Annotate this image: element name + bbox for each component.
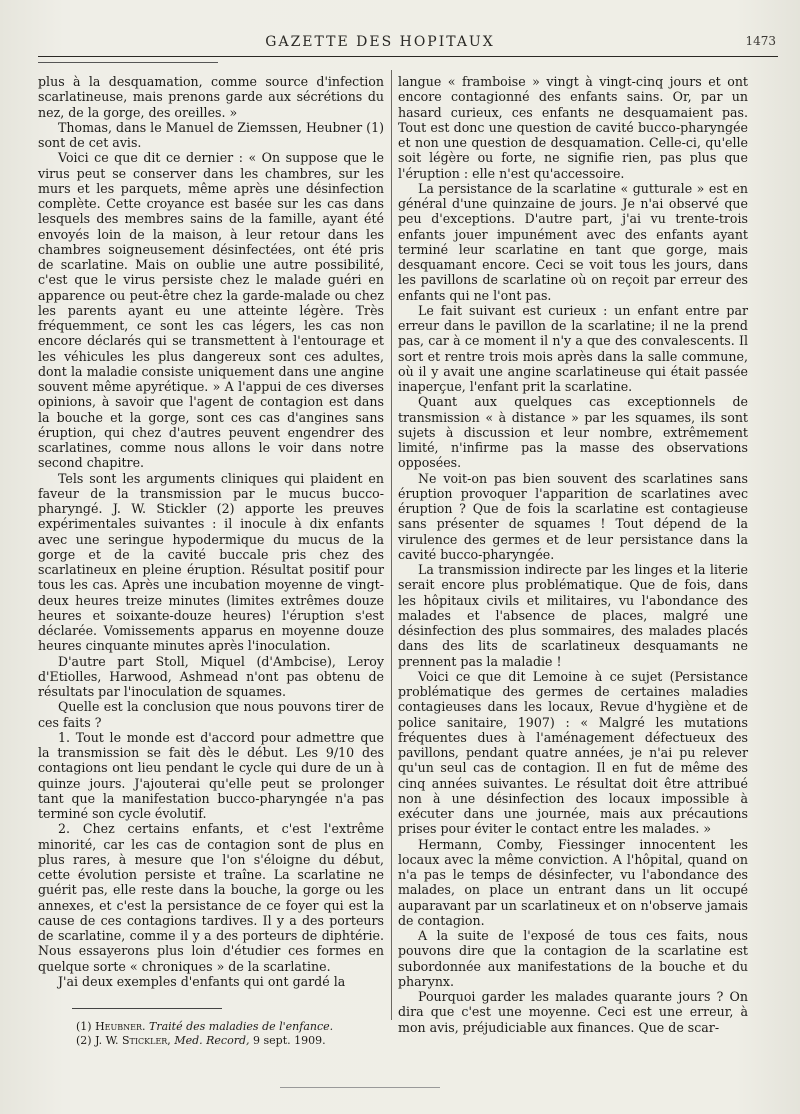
footnote-title: Med. Record, (174, 1034, 253, 1047)
right-column (398, 74, 748, 1035)
paragraph: La transmission indirecte par les linges et la literie serait encore plus problématique. Que de fois, dans les hôpitaux civils et militaires, vu l'abondance des malades et l'absence de places, malgré une désinfection des plus sommaires, des malades placés dans des lits de scarlatineux desquamants ne prennent pas la maladie ! (398, 562, 748, 669)
paragraph: Hermann, Comby, Fiessinger innocentent les locaux avec la même conviction. A l'hôpital, quand on n'a pas le temps de désinfecter, vu l'abondance des malades, on place un entrant dans un lit occupé auparavant par un scarlatineux et on n'observe jamais de contagion. (398, 836, 748, 928)
footnote-marker: (2) (76, 1034, 96, 1047)
footnote-author: Heubner. (95, 1020, 149, 1033)
paragraph: Voici ce que dit ce dernier : « On suppose que le virus peut se conserver dans les chambres, sur les murs et les parquets, même après une désinfection complète. Cette croyance est basée sur les cas dans lesquels des membres sains de la famille, ayant été envoyés loin de la maison, à leur retour dans les chambres soigneusement désinfectées, ont été pris de scarlatine. Mais on oublie une autre possibilité, c'est que le virus persiste chez le malade guéri en apparence ou peut-être chez la garde-malade ou chez les parents ayant eu une atteinte légère. Très fréquemment, ce sont les cas légers, les cas non encore déclarés qui se transmettent à l'entourage et les véhicules les plus dangereux sont ces adultes, dont la maladie consiste uniquement dans une angine souvent même apyrétique. » A l'appui de ces diverses opinions, à savoir que l'agent de contagion est dans la bouche et la gorge, sont ces cas d'angines sans éruption, qui chez d'autres peuvent engendrer des scarlatines, comme nous allons le voir dans notre second chapitre. (38, 150, 384, 471)
footnote (76, 1020, 386, 1034)
footnote (76, 1034, 386, 1048)
paragraph: Thomas, dans le Manuel de Ziemssen, Heubner (1) sont de cet avis. (38, 119, 384, 150)
header-rule-short (38, 62, 218, 63)
paragraph: 2. Chez certains enfants, et c'est l'extrême minorité, car les cas de contagion sont de plus en plus rares, à mesure que l'on s'éloigne du début, cette évolution persiste et traîne. La scarlatine ne guérit pas, elle reste dans la bouche, la gorge ou les annexes, et c'est la persistance de ce foyer qui est la cause de ces contagions tardives. Il y a des porteurs de scarlatine, comme il y a des porteurs de diphtérie. Nous essayerons plus loin d'étudier ces formes en quelque sorte « chroniques » de la scarlatine. (38, 821, 384, 974)
footnote-rule (72, 1008, 222, 1009)
paragraph: plus à la desquamation, comme source d'infection scarlatineuse, mais prenons garde aux sécrétions du nez, de la gorge, des oreilles. » (38, 74, 384, 120)
footnote-title: Traité des maladies de l'enfance. (149, 1020, 334, 1033)
journal-title: GAZETTE DES HOPITAUX (265, 34, 495, 50)
left-column (38, 74, 384, 989)
paragraph: Quant aux quelques cas exceptionnels de transmission « à distance » par les squames, ils sont sujets à discussion et leur nombre, extrêmement limité, n'infirme pas la masse des observations opposées. (398, 394, 748, 471)
page-number: 1473 (745, 34, 776, 48)
column-divider (391, 70, 392, 1020)
footnote-detail: 9 sept. 1909. (253, 1034, 326, 1047)
paragraph: A la suite de l'exposé de tous ces faits, nous pouvons dire que la contagion de la scarlatine est subordonnée aux manifestations de la bouche et du pharynx. (398, 928, 748, 989)
page-bottom-edge (280, 1087, 440, 1114)
paragraph: Pourquoi garder les malades quarante jours ? On dira que c'est une moyenne. Ceci est une erreur, à mon avis, préjudiciable aux finances. Que de scar- (398, 989, 748, 1035)
page-header (0, 34, 800, 58)
paragraph: Quelle est la conclusion que nous pouvons tirer de ces faits ? (38, 699, 384, 730)
paragraph: langue « framboise » vingt à vingt-cinq jours et ont encore contagionné des enfants sains. Or, par un hasard curieux, ces enfants ne desquamaient pas. Tout est donc une question de cavité bucco-pharyngée et non une question de desquamation. Celle-ci, qu'elle soit légère ou forte, ne signifie rien, pas plus que l'éruption : elle n'est qu'accessoire. (398, 74, 748, 181)
paragraph: Le fait suivant est curieux : un enfant entre par erreur dans le pavillon de la scarlatine; il ne la prend pas, car à ce moment il n'y a que des convalescents. Il sort et rentre trois mois après dans la salle commune, où il y avait une angine scarlatineuse qui était passée inaperçue, l'enfant prit la scarlatine. (398, 302, 748, 394)
paragraph: Tels sont les arguments cliniques qui plaident en faveur de la transmission par le mucus bucco-pharyngé. J. W. Stickler (2) apporte les preuves expérimentales suivantes : il inocule à dix enfants avec une seringue hypodermique du mucus de la gorge et de la cavité buccale pris chez des scarlatineux en pleine éruption. Résultat positif pour tous les cas. Après une incubation moyenne de vingt-deux heures treize minutes (limites extrêmes douze heures et soixante-douze heures) l'éruption s'est déclarée. Vomissements apparus en moyenne douze heures cinquante minutes après l'inoculation. (38, 470, 384, 654)
paragraph: 1. Tout le monde est d'accord pour admettre que la transmission se fait dès le début. Les 9/10 des contagions ont lieu pendant le cycle qui dure de un à quinze jours. J'ajouterai qu'elle peut se prolonger tant que la manifestation bucco-pharyngée n'a pas terminé son cycle évolutif. (38, 729, 384, 821)
paragraph: J'ai deux exemples d'enfants qui ont gardé la (58, 973, 346, 989)
footnotes (76, 1020, 386, 1048)
footnote-marker: (1) (76, 1020, 96, 1033)
header-rule (38, 56, 778, 57)
paragraph: La persistance de la scarlatine « gutturale » est en général d'une quinzaine de jours. Je n'ai observé que peu d'exceptions. D'autre part, j'ai vu trente-trois enfants jouer impunément avec des enfants ayant terminé leur scarlatine en tant que gorge, mais desquamant encore. Ceci se voit tous les jours, dans les pavillons de scarlatine où on reçoit par erreur des enfants qui ne l'ont pas. (398, 180, 748, 303)
footnote-author: J. W. Stickler, (95, 1034, 175, 1047)
paragraph: Ne voit-on pas bien souvent des scarlatines sans éruption provoquer l'apparition de scarlatines avec éruption ? Que de fois la scarlatine est contagieuse sans présenter de squames ! Tout dépend de la virulence des germes et de leur persistance dans la cavité bucco-pharyngée. (398, 470, 748, 562)
paragraph: Voici ce que dit Lemoine à ce sujet (Persistance problématique des germes de certaines maladies contagieuses dans les locaux, Revue d'hygiène et de police sanitaire, 1907) : « Malgré les mutations fréquentes dues à l'aménagement défectueux des pavillons, pendant quatre années, je n'ai pu relever qu'un seul cas de contagion. Il en fut de même des cinq années suivantes. Le résultat doit être attribué non à une désinfection des locaux impossible à exécuter dans une journée, mais aux précautions prises pour éviter le contact entre les malades. » (398, 668, 748, 837)
paragraph: D'autre part Stoll, Miquel (d'Ambcise), Leroy d'Etiolles, Harwood, Ashmead n'ont pas obtenu de résultats par l'inoculation de squames. (38, 653, 384, 699)
